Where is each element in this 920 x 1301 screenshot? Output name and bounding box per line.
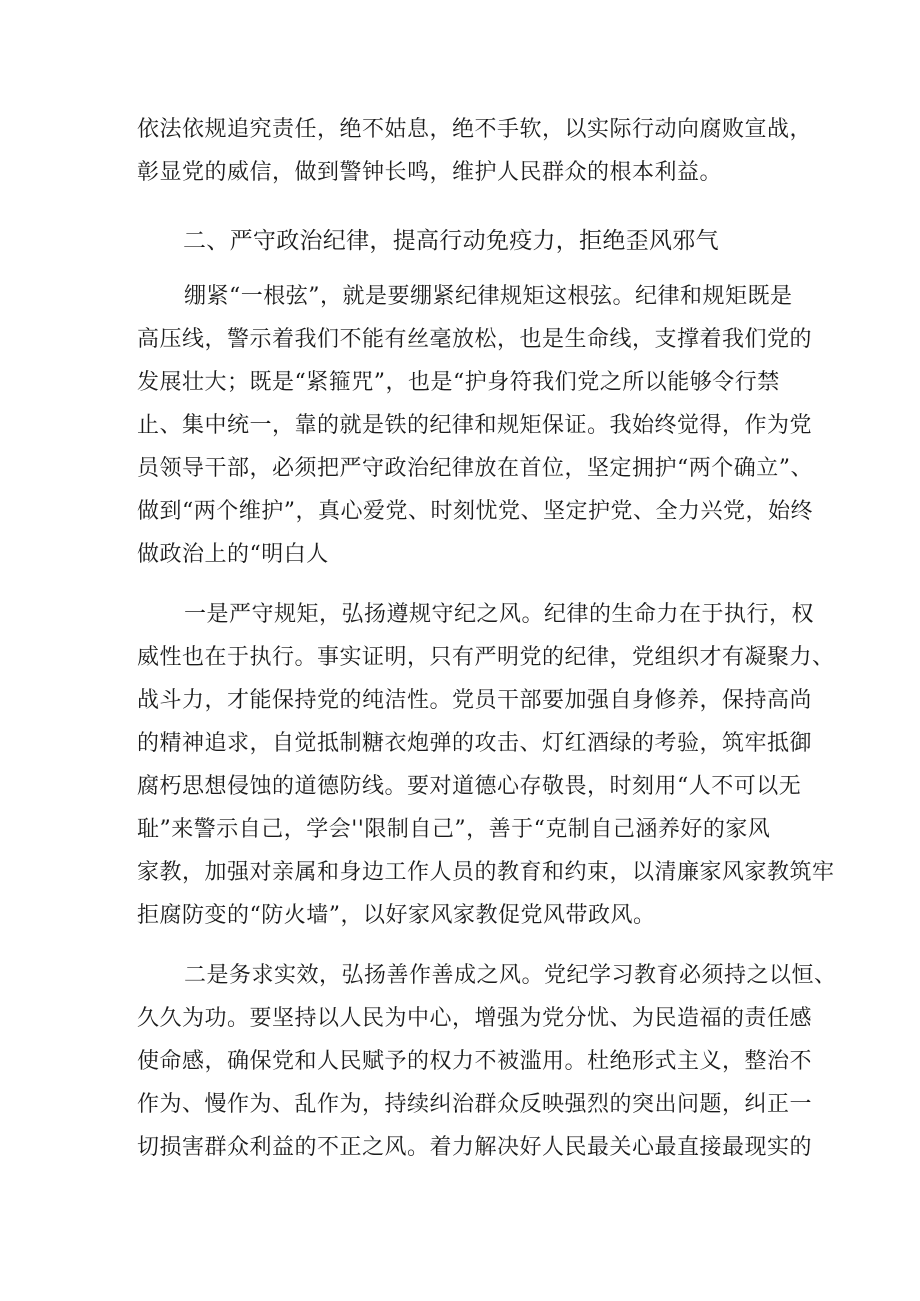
paragraph-1-line-5: 员领导干部，必须把严守政治纪律放在首位，坚定拥护“两个确立”、 bbox=[137, 456, 813, 481]
intro-line-2: 彰显党的威信，做到警钟长鸣，维护人民群众的根本利益。 bbox=[137, 160, 723, 185]
paragraph-3-line-3: 使命感，确保党和人民赋予的权力不被滥用。杜绝形式主义，整治不 bbox=[137, 1049, 813, 1074]
paragraph-2-line-3: 战斗力，才能保持党的纯洁性。党员干部要加强自身修养，保持高尚 bbox=[137, 688, 813, 713]
paragraph-1-line-4: 止、集中统一，靠的就是铁的纪律和规矩保证。我始终觉得，作为党 bbox=[137, 413, 813, 438]
paragraph-1-line-3: 发展壮大；既是“紧箍咒”，也是“护身符我们党之所以能够令行禁 bbox=[137, 370, 780, 395]
paragraph-2-line-8: 拒腐防变的“防火墙”，以好家风家教促党风带政风。 bbox=[137, 903, 656, 928]
paragraph-2-line-7: 家教，加强对亲属和身边工作人员的教育和约束，以清廉家风家教筑牢 bbox=[137, 860, 835, 885]
paragraph-2-line-4: 的精神追求，自觉抵制糖衣炮弹的攻击、灯红酒绿的考验，筑牢抵御 bbox=[137, 731, 813, 756]
paragraph-2-line-1: 一是严守规矩，弘扬遵规守纪之风。纪律的生命力在于执行，权 bbox=[184, 602, 815, 627]
paragraph-3-line-1: 二是务求实效，弘扬善作善成之风。党纪学习教育必须持之以恒、 bbox=[184, 963, 837, 988]
paragraph-2-line-5: 腐朽思想侵蚀的道德防线。要对道德心存敬畏，时刻用“人不可以无 bbox=[137, 774, 802, 799]
paragraph-3-line-4: 作为、慢作为、乱作为，持续纠治群众反映强烈的突出问题，纠正一 bbox=[137, 1092, 813, 1117]
paragraph-1-line-7: 做政治上的“明白人 bbox=[137, 542, 329, 567]
paragraph-1-line-2: 高压线，警示着我们不能有丝毫放松，也是生命线，支撑着我们党的 bbox=[137, 327, 813, 352]
paragraph-1-line-6: 做到“两个维护”，真心爱党、时刻忧党、坚定护党、全力兴党，始终 bbox=[137, 499, 813, 524]
paragraph-3-line-2: 久久为功。要坚持以人民为中心，增强为党分忧、为民造福的责任感 bbox=[137, 1006, 813, 1031]
paragraph-3-line-5: 切损害群众利益的不正之风。着力解决好人民最关心最直接最现实的 bbox=[137, 1135, 813, 1160]
section-heading: 二、严守政治纪律，提高行动免疫力，拒绝歪风邪气 bbox=[183, 228, 719, 254]
paragraph-2-line-6: 耻”来警示自己，学会''限制自己”，善于“克制自己涵养好的家风 bbox=[137, 817, 771, 842]
paragraph-2-line-2: 威性也在于执行。事实证明，只有严明党的纪律，党组织才有凝聚力、 bbox=[137, 645, 835, 670]
paragraph-1-line-1: 绷紧“一根弦”，就是要绷紧纪律规矩这根弦。纪律和规矩既是 bbox=[184, 284, 793, 309]
intro-line-1: 依法依规追究责任，绝不姑息，绝不手软，以实际行动向腐败宣战， bbox=[137, 117, 813, 142]
